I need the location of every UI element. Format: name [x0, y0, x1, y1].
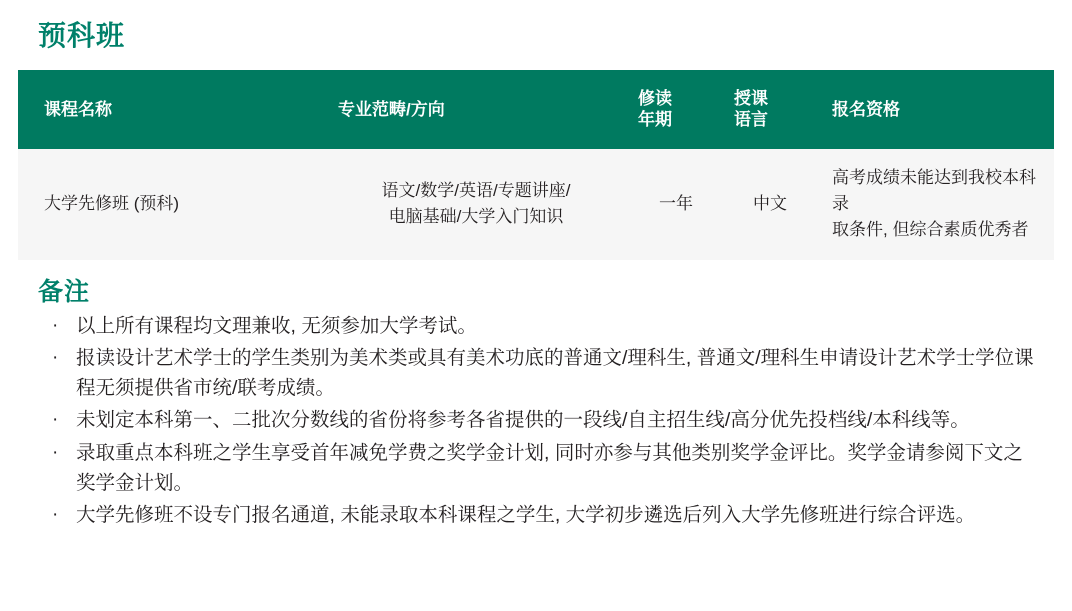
- list-item: [44, 501, 1042, 531]
- cell-eligibility-line1: 高考成绩未能达到我校本科录: [832, 167, 1036, 213]
- cell-duration: 一年: [628, 149, 724, 260]
- table-row: [18, 149, 1054, 260]
- list-item-text: 未划定本科第一、二批次分数线的省份将参考各省提供的一段线/自主招生线/高分优先投档线/本科线等。: [76, 409, 970, 432]
- list-item-text: 报读设计艺术学士的学生类别为美术类或具有美术功底的普通文/理科生, 普通文/理科生申请设计艺术学士学位课程无须提供省市统/联考成绩。: [76, 347, 1034, 399]
- page-title: 预科班: [38, 20, 126, 51]
- table-body: [18, 149, 1054, 260]
- cell-eligibility: [816, 149, 1054, 260]
- cell-eligibility-line2: 取条件, 但综合素质优秀者: [832, 220, 1029, 240]
- cell-field: [324, 149, 628, 260]
- list-item: [44, 406, 1042, 436]
- cell-field-line2: 电脑基础/大学入门知识: [388, 207, 564, 227]
- column-header-duration-line2: 年期: [638, 110, 672, 130]
- column-header-duration-line1: 修读: [638, 89, 672, 108]
- list-item-text: 录取重点本科班之学生享受首年减免学费之奖学金计划, 同时亦参与其他类别奖学金评比。奖学金请参阅下文之奖学金计划。: [76, 442, 1023, 494]
- cell-course-name: 大学先修班 (预科): [18, 149, 324, 260]
- column-header-eligibility: 报名资格: [816, 70, 1054, 149]
- column-header-language-line1: 授课: [734, 89, 768, 108]
- bullet-icon: ·: [52, 314, 59, 336]
- notes-title: 备注: [38, 277, 91, 306]
- column-header-field: 专业范畴/方向: [324, 70, 628, 149]
- bullet-icon: ·: [52, 409, 59, 431]
- programme-table: [18, 70, 1054, 260]
- column-header-language: [724, 70, 816, 149]
- column-header-duration: [628, 70, 724, 149]
- list-item: [44, 439, 1042, 498]
- table-header: [18, 70, 1054, 149]
- document-page: [0, 14, 1072, 611]
- list-item: [44, 312, 1042, 342]
- list-item-text: 以上所有课程均文理兼收, 无须参加大学考试。: [76, 314, 477, 337]
- column-header-language-line2: 语言: [734, 110, 768, 130]
- table-header-row: [18, 70, 1054, 149]
- notes-list: [18, 312, 1054, 531]
- bullet-icon: ·: [52, 347, 59, 369]
- cell-field-line1: 语文/数学/英语/专题讲座/: [381, 180, 571, 200]
- list-item: [44, 344, 1042, 403]
- list-item-text: 大学先修班不设专门报名通道, 未能录取本科课程之学生, 大学初步遴选后列入大学先修班进行综合评选。: [76, 504, 976, 527]
- cell-language: 中文: [724, 149, 816, 260]
- bullet-icon: ·: [52, 504, 59, 526]
- column-header-course-name: 课程名称: [18, 70, 324, 149]
- bullet-icon: ·: [52, 442, 59, 464]
